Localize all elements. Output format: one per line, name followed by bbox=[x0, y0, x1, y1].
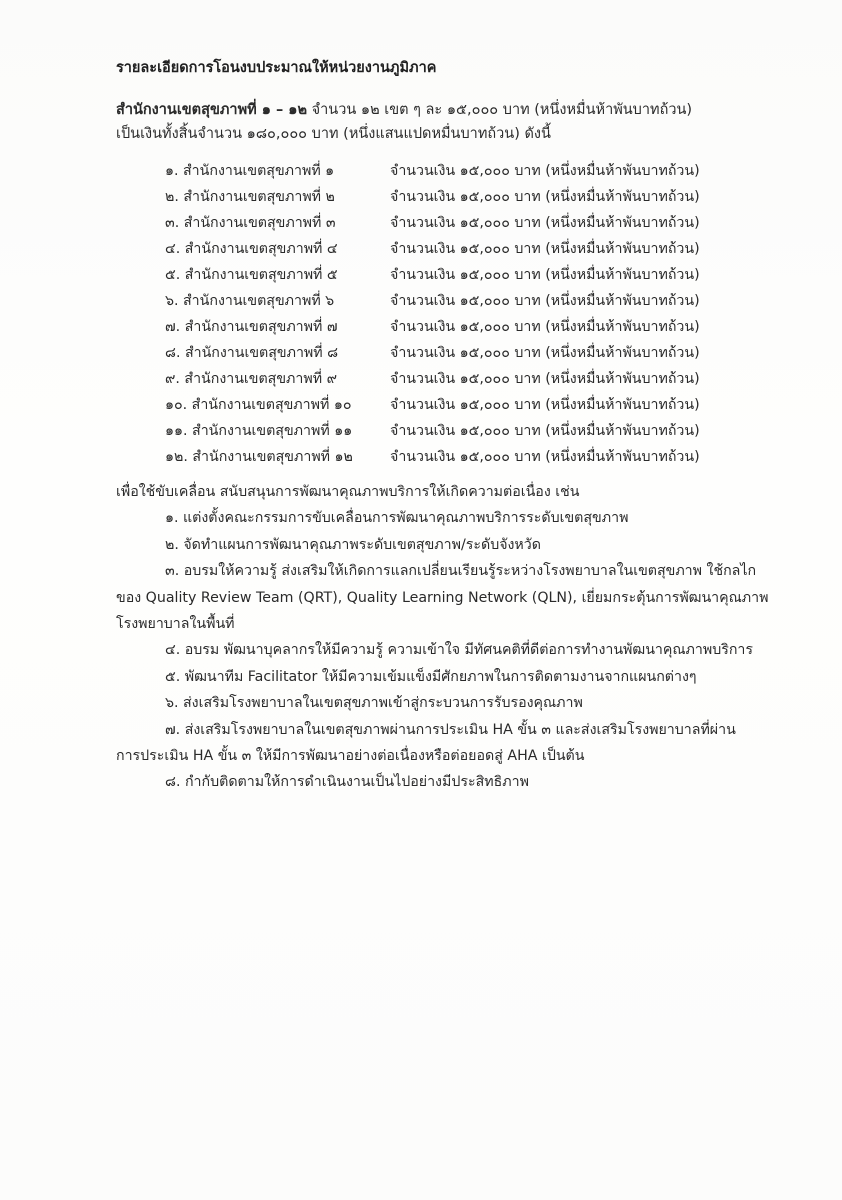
list-item bbox=[165, 184, 725, 210]
intro-paragraph bbox=[116, 98, 796, 146]
purpose-item-4: ๔. อบรม พัฒนาบุคลากรให้มีความรู้ ความเข้าใจ มีทัศนคติที่ดีต่อการทำงานพัฒนาคุณภาพบริการ bbox=[165, 642, 754, 659]
office-name: ๑๑. สำนักงานเขตสุขภาพที่ ๑๑ bbox=[165, 423, 353, 439]
office-amount: จำนวนเงิน ๑๕,๐๐๐ บาท (หนึ่งหมื่นห้าพันบาทถ้วน) bbox=[390, 319, 700, 335]
office-amount: จำนวนเงิน ๑๕,๐๐๐ บาท (หนึ่งหมื่นห้าพันบาทถ้วน) bbox=[390, 423, 700, 439]
intro-line-2: เป็นเงินทั้งสิ้นจำนวน ๑๘๐,๐๐๐ บาท (หนึ่งแสนแปดหมื่นบาทถ้วน) ดังนี้ bbox=[116, 126, 551, 142]
list-item bbox=[165, 236, 725, 262]
office-name: ๔. สำนักงานเขตสุขภาพที่ ๔ bbox=[165, 241, 338, 257]
purpose-item-2: ๒. จัดทำแผนการพัฒนาคุณภาพระดับเขตสุขภาพ/ระดับจังหวัด bbox=[165, 536, 541, 553]
intro-lead-rest: จำนวน ๑๒ เขต ๆ ละ ๑๕,๐๐๐ บาท (หนึ่งหมื่นห้าพันบาทถ้วน) bbox=[307, 102, 693, 118]
purpose-item-3-line-1: ๓. อบรมให้ความรู้ ส่งเสริมให้เกิดการแลกเปลี่ยนเรียนรู้ระหว่างโรงพยาบาลในเขตสุขภาพ ใช้กลไก bbox=[165, 563, 757, 580]
office-amount: จำนวนเงิน ๑๕,๐๐๐ บาท (หนึ่งหมื่นห้าพันบาทถ้วน) bbox=[390, 215, 700, 231]
office-amount: จำนวนเงิน ๑๕,๐๐๐ บาท (หนึ่งหมื่นห้าพันบาทถ้วน) bbox=[390, 397, 700, 413]
office-amount: จำนวนเงิน ๑๕,๐๐๐ บาท (หนึ่งหมื่นห้าพันบาทถ้วน) bbox=[390, 267, 700, 283]
intro-lead-bold: สำนักงานเขตสุขภาพที่ ๑ – ๑๒ bbox=[116, 102, 308, 118]
office-name: ๑๐. สำนักงานเขตสุขภาพที่ ๑๐ bbox=[165, 397, 352, 413]
office-amount: จำนวนเงิน ๑๕,๐๐๐ บาท (หนึ่งหมื่นห้าพันบาทถ้วน) bbox=[390, 163, 700, 179]
office-amount: จำนวนเงิน ๑๕,๐๐๐ บาท (หนึ่งหมื่นห้าพันบาทถ้วน) bbox=[390, 371, 700, 387]
office-name: ๓. สำนักงานเขตสุขภาพที่ ๓ bbox=[165, 215, 336, 231]
purpose-item-3-line-2: ของ Quality Review Team (QRT), Quality Learning Network (QLN), เยี่ยมกระตุ้นการพัฒนาคุณภาพ bbox=[116, 589, 769, 606]
purpose-item-7-line-2: การประเมิน HA ขั้น ๓ ให้มีการพัฒนาอย่างต่อเนื่องหรือต่อยอดสู่ AHA เป็นต้น bbox=[116, 747, 585, 764]
document-title: รายละเอียดการโอนงบประมาณให้หน่วยงานภูมิภาค bbox=[116, 60, 437, 76]
list-item bbox=[165, 340, 725, 366]
office-list bbox=[165, 158, 725, 470]
purpose-item-7-line-1: ๗. ส่งเสริมโรงพยาบาลในเขตสุขภาพผ่านการประเมิน HA ขั้น ๓ และส่งเสริมโรงพยาบาลที่ผ่าน bbox=[165, 721, 736, 738]
list-item bbox=[165, 392, 725, 418]
list-item bbox=[165, 444, 725, 470]
purpose-item-6: ๖. ส่งเสริมโรงพยาบาลในเขตสุขภาพเข้าสู่กระบวนการรับรองคุณภาพ bbox=[165, 695, 583, 712]
office-name: ๕. สำนักงานเขตสุขภาพที่ ๕ bbox=[165, 267, 338, 283]
purpose-item-1: ๑. แต่งตั้งคณะกรรมการขับเคลื่อนการพัฒนาคุณภาพบริการระดับเขตสุขภาพ bbox=[165, 510, 629, 527]
purpose-item-8: ๘. กำกับติดตามให้การดำเนินงานเป็นไปอย่างมีประสิทธิภาพ bbox=[165, 774, 529, 791]
office-name: ๖. สำนักงานเขตสุขภาพที่ ๖ bbox=[165, 293, 335, 309]
office-amount: จำนวนเงิน ๑๕,๐๐๐ บาท (หนึ่งหมื่นห้าพันบาทถ้วน) bbox=[390, 449, 700, 465]
office-name: ๑. สำนักงานเขตสุขภาพที่ ๑ bbox=[165, 163, 335, 179]
list-item bbox=[165, 262, 725, 288]
office-amount: จำนวนเงิน ๑๕,๐๐๐ บาท (หนึ่งหมื่นห้าพันบาทถ้วน) bbox=[390, 345, 700, 361]
office-name: ๙. สำนักงานเขตสุขภาพที่ ๙ bbox=[165, 371, 337, 387]
purpose-section bbox=[116, 479, 806, 796]
list-item bbox=[165, 288, 725, 314]
office-amount: จำนวนเงิน ๑๕,๐๐๐ บาท (หนึ่งหมื่นห้าพันบาทถ้วน) bbox=[390, 293, 700, 309]
office-name: ๑๒. สำนักงานเขตสุขภาพที่ ๑๒ bbox=[165, 449, 353, 465]
office-name: ๒. สำนักงานเขตสุขภาพที่ ๒ bbox=[165, 189, 335, 205]
list-item bbox=[165, 158, 725, 184]
intro-line-1 bbox=[116, 98, 796, 122]
list-item bbox=[165, 418, 725, 444]
purpose-item-3-line-3: โรงพยาบาลในพื้นที่ bbox=[116, 615, 235, 632]
office-amount: จำนวนเงิน ๑๕,๐๐๐ บาท (หนึ่งหมื่นห้าพันบาทถ้วน) bbox=[390, 241, 700, 257]
purpose-heading: เพื่อใช้ขับเคลื่อน สนับสนุนการพัฒนาคุณภาพบริการให้เกิดความต่อเนื่อง เช่น bbox=[116, 484, 580, 500]
office-amount: จำนวนเงิน ๑๕,๐๐๐ บาท (หนึ่งหมื่นห้าพันบาทถ้วน) bbox=[390, 189, 700, 205]
office-name: ๘. สำนักงานเขตสุขภาพที่ ๘ bbox=[165, 345, 339, 361]
office-name: ๗. สำนักงานเขตสุขภาพที่ ๗ bbox=[165, 319, 338, 335]
purpose-item-5: ๕. พัฒนาทีม Facilitator ให้มีความเข้มแข็งมีศักยภาพในการติดตามงานจากแผนกต่างๆ bbox=[165, 668, 697, 685]
list-item bbox=[165, 366, 725, 392]
list-item bbox=[165, 314, 725, 340]
list-item bbox=[165, 210, 725, 236]
